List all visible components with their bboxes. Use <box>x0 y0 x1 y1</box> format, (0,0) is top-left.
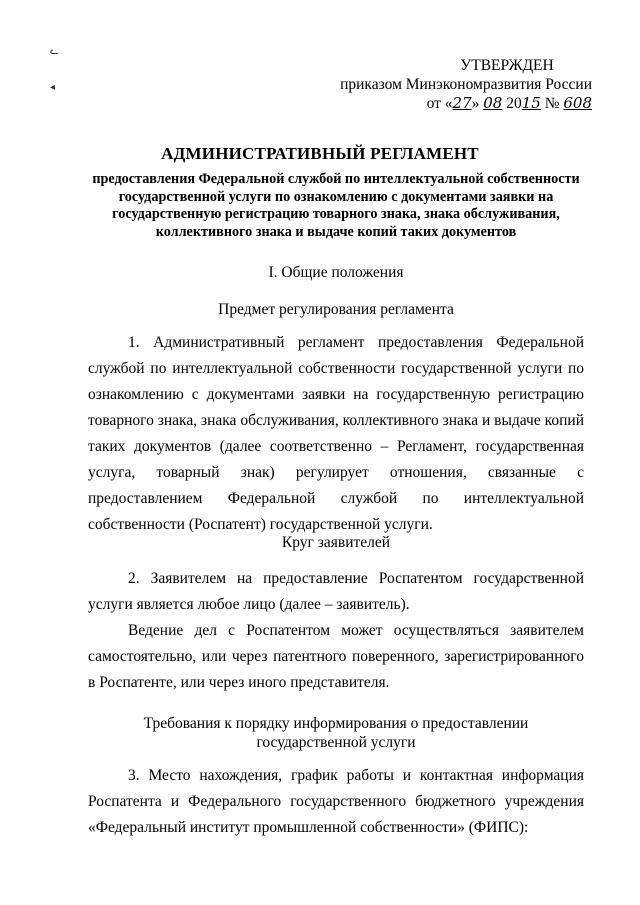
section-subject-heading: Предмет регулирования регламента <box>218 301 454 318</box>
section-applicants-heading: Круг заявителей <box>281 534 391 551</box>
paragraph-3 <box>88 618 584 696</box>
date-year: 15 <box>521 94 541 112</box>
order-number: 608 <box>563 94 592 112</box>
paragraph-1-text: 1. Административный регламент предоставления Федеральной службой по интеллектуальной собственности государственной услуги по ознакомлению с документами заявки на государственную регистрацию товарного знака, знака обслуживания, коллективного знака и выдаче копий таких документов (далее соответственно – Регламент, государственная услуга, товарный знак) регулирует отношения, связанные с предоставлением Федеральной службой по интеллектуальной собственности (Роспатент) государственной услуги. <box>88 334 584 533</box>
paragraph-3-text: Ведение дел с Роспатентом может осуществляться заявителем самостоятельно, или через патентного поверенного, зарегистрированного в Роспатенте, или через иного представителя. <box>88 622 584 691</box>
approval-title: УТВЕРЖДЕН <box>460 57 554 74</box>
paragraph-2 <box>88 566 584 618</box>
document-subtitle: предоставления Федеральной службой по интеллектуальной собственности государственной услуги по ознакомлению с документами заявки на государственную регистрацию товарного знака, знака обслуживания, коллективного знака и выдаче копий таких документов <box>92 171 580 240</box>
scan-mark-top: ᓚ <box>50 46 59 57</box>
paragraph-4 <box>88 763 584 841</box>
document-title: АДМИНИСТРАТИВНЫЙ РЕГЛАМЕНТ <box>161 144 479 163</box>
date-day: 27 <box>452 94 472 112</box>
date-prefix: от « <box>426 95 453 112</box>
date-mid: » <box>471 95 480 112</box>
date-month: 08 <box>483 94 503 112</box>
paragraph-4-text: 3. Место нахождения, график работы и контактная информация Роспатента и Федерального государственного бюджетного учреждения «Федеральный институт промышленной собственности» (ФИПС): <box>88 767 584 836</box>
section-info-heading: Требования к порядку информирования о предоставлении государственной услуги <box>143 715 529 751</box>
year-prefix: 20 <box>506 95 522 112</box>
section-general-heading: I. Общие положения <box>268 264 404 281</box>
approval-order-line: приказом Минэкономразвития России <box>340 76 592 93</box>
scan-mark-bottom: ◂ <box>50 82 56 93</box>
paragraph-1 <box>88 330 584 538</box>
number-label: № <box>544 95 560 112</box>
approval-date-line <box>332 94 592 113</box>
approval-stamp <box>332 56 592 113</box>
paragraph-2-text: 2. Заявителем на предоставление Роспатентом государственной услуги является любое лицо (далее – заявитель). <box>88 570 584 613</box>
